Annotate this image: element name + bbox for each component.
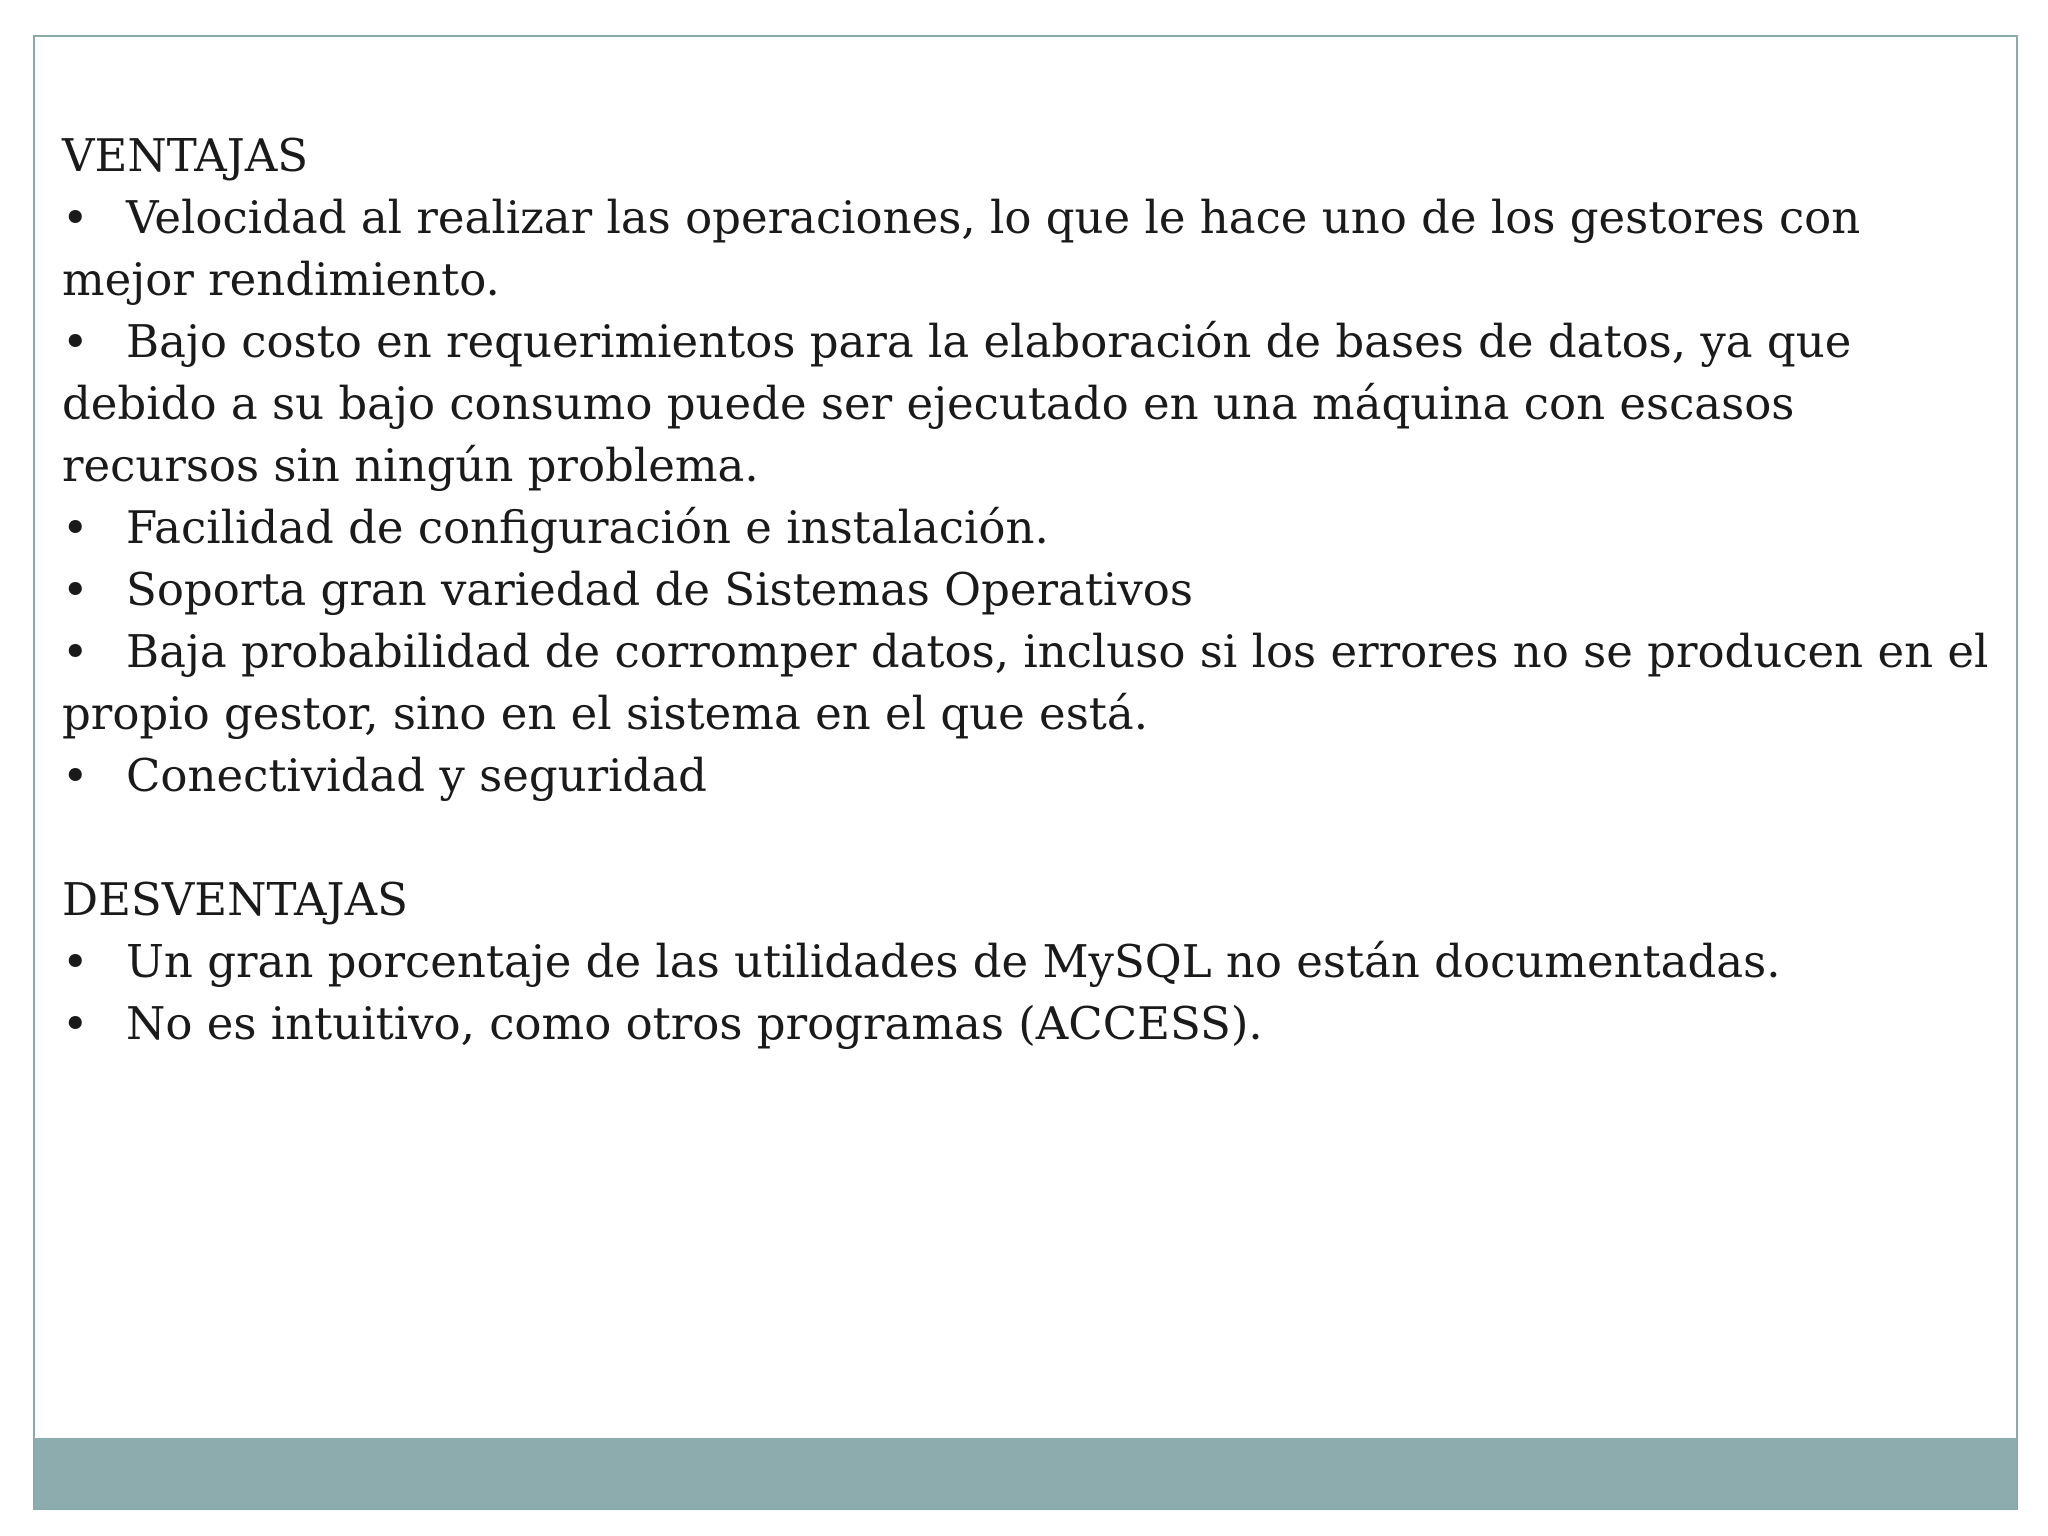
disadvantages-heading: DESVENTAJAS: [62, 873, 408, 926]
slide: [33, 35, 2018, 1510]
disadvantages-list: [62, 931, 1992, 1055]
list-item-text: Velocidad al realizar las operaciones, lo que le hace uno de los gestores con mejor rendimiento.: [62, 191, 1861, 306]
bullet-icon: •: [62, 749, 89, 802]
list-item-text: Bajo costo en requerimientos para la elaboración de bases de datos, ya que debido a su bajo consumo puede ser ejecutado en una máquina con escasos recursos sin ningún problema.: [62, 315, 1852, 492]
bullet-icon: •: [62, 625, 89, 678]
slide-content: [62, 125, 1992, 1055]
section-spacer: [62, 807, 1992, 869]
advantages-heading: VENTAJAS: [62, 129, 309, 182]
bullet-icon: •: [62, 997, 89, 1050]
list-item: [62, 993, 1992, 1055]
list-item-text: No es intuitivo, como otros programas (ACCESS).: [126, 997, 1263, 1050]
bullet-icon: •: [62, 563, 89, 616]
list-item: [62, 745, 1992, 807]
list-item-text: Un gran porcentaje de las utilidades de MySQL no están documentadas.: [126, 935, 1781, 988]
list-item: [62, 187, 1992, 311]
list-item: [62, 497, 1992, 559]
list-item-text: Soporta gran variedad de Sistemas Operativos: [126, 563, 1193, 616]
footer-bar: [35, 1438, 2016, 1508]
list-item-text: Baja probabilidad de corromper datos, incluso si los errores no se producen en el propio gestor, sino en el sistema en el que está.: [62, 625, 1989, 740]
list-item-text: Conectividad y seguridad: [126, 749, 707, 802]
bullet-icon: •: [62, 935, 89, 988]
bullet-icon: •: [62, 191, 89, 244]
list-item: [62, 311, 1992, 497]
advantages-list: [62, 187, 1992, 807]
list-item: [62, 621, 1992, 745]
bullet-icon: •: [62, 501, 89, 554]
list-item: [62, 931, 1992, 993]
list-item: [62, 559, 1992, 621]
bullet-icon: •: [62, 315, 89, 368]
list-item-text: Facilidad de configuración e instalación.: [126, 501, 1049, 554]
